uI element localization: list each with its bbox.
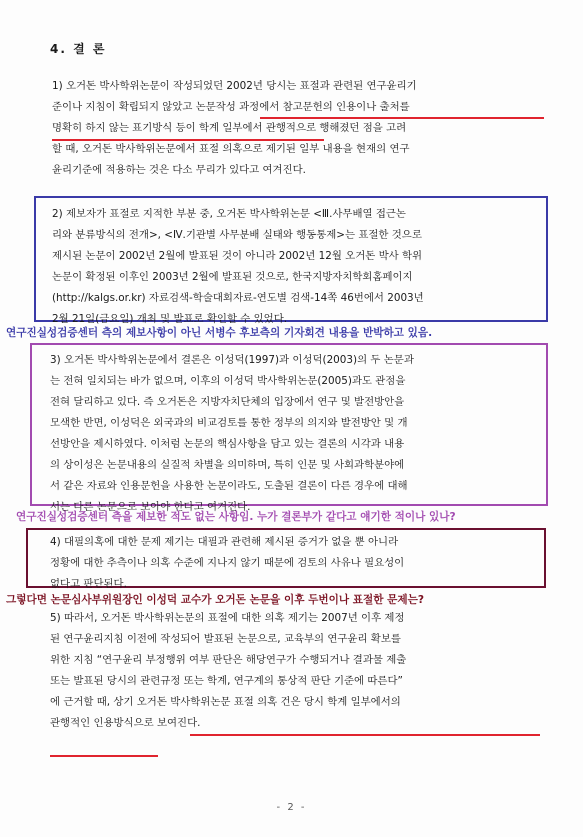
paragraph-3: [50, 350, 540, 518]
text-line: 5) 따라서, 오거돈 박사학위논문의 표절에 대한 의혹 제기는 2007년 이후 제정: [50, 612, 405, 624]
paragraph-1: [52, 76, 540, 181]
text-line: 전혀 달리하고 있다. 즉 오거돈은 지방자치단체의 입장에서 연구 및 발전방안을: [50, 396, 405, 408]
red-underline: [50, 755, 158, 757]
text-line: 없다고 판단된다.: [50, 578, 127, 590]
annotation-red: 그렇다면 논문심사부위원장인 이성덕 교수가 오거돈 논문을 이후 두번이나 표절한 문제는?: [6, 594, 424, 606]
text-line: 서 같은 자료와 인용문헌을 사용한 논문이라도, 도출된 결론이 다른 경우에 대해: [50, 480, 408, 492]
red-underline: [260, 117, 544, 119]
annotation-blue: 연구진실성검증센터 측의 제보사항이 아닌 서병수 후보측의 기자회견 내용을 반박하고 있음.: [6, 327, 433, 339]
text-line: 리와 분류방식의 전개>, <Ⅳ.기관별 사무분배 실태와 행동통제>는 표절한 것으로: [52, 229, 422, 241]
text-line: 3) 오거돈 박사학위논문에서 결론은 이성덕(1997)과 이성덕(2003)의 두 논문과: [50, 354, 414, 366]
paragraph-4: [50, 532, 540, 595]
annotation-purple: 연구진실성검증센터 측을 제보한 적도 없는 사항임. 누가 결론부가 같다고 얘기한 적이나 있나?: [16, 511, 456, 523]
text-line: 논문이 확정된 이후인 2003년 2월에 발표된 것으로, 한국지방자치학회홈페이지: [52, 271, 413, 283]
text-line: 에 근거할 때, 상기 오거돈 박사학위논문 표절 의혹 건은 당시 학계 일부에서의: [50, 696, 401, 708]
red-underline: [190, 734, 540, 736]
text-line: 관행적인 인용방식으로 보여진다.: [50, 717, 201, 729]
text-line: 서는 다른 논문으로 보아야 한다고 여겨진다.: [50, 501, 251, 513]
text-line: 제시된 논문이 2002년 2월에 발표된 것이 아니라 2002년 12월 오거돈 박사 학위: [52, 250, 423, 262]
text-line: 의 상이성은 논문내용의 실질적 차별을 의미하며, 특히 인문 및 사회과학분야에: [50, 459, 405, 471]
paragraph-2: [52, 204, 540, 330]
text-line: 선방안을 제시하였다. 이처럼 논문의 핵심사항을 담고 있는 결론의 시각과 내용: [50, 438, 405, 450]
text-line: 윤리기준에 적용하는 것은 다소 무리가 있다고 여겨진다.: [52, 164, 306, 176]
text-line: 는 전혀 일치되는 바가 없으며, 이후의 이성덕 박사학위논문(2005)과도 관점을: [50, 375, 406, 387]
text-line: 명확히 하지 않는 표기방식 등이 학계 일부에서 관행적으로 행해졌던 점을 고려: [52, 122, 407, 134]
text-line: 할 때, 오거돈 박사학위논문에서 표절 의혹으로 제기된 일부 내용을 현재의 연구: [52, 143, 410, 155]
text-line: 2) 제보자가 표절로 지적한 부분 중, 오거돈 박사학위논문 <Ⅲ.사무배열 접근논: [52, 208, 406, 220]
text-line: 정황에 대한 추측이나 의혹 수준에 지나지 않기 때문에 검토의 사유나 필요성이: [50, 557, 405, 569]
text-line: (http://kalgs.or.kr) 자료검색-학술대회자료-연도별 검색-14쪽 46번에서 2003년: [52, 292, 424, 304]
text-line: 된 연구윤리지침 이전에 작성되어 발표된 논문으로, 교육부의 연구윤리 확보를: [50, 633, 401, 645]
text-line: 2월 21일(금요일) 개최 및 발표로 확인할 수 있었다.: [52, 313, 288, 325]
paragraph-5: [50, 608, 542, 734]
section-heading: 4. 결 론: [50, 42, 107, 56]
page-number: - 2 -: [276, 802, 307, 813]
text-line: 준이나 지침이 확립되지 않았고 논문작성 과정에서 참고문헌의 인용이나 출처를: [52, 101, 410, 113]
red-underline: [52, 139, 324, 141]
text-line: 위한 지침 “연구윤리 부정행위 여부 판단은 해당연구가 수행되거나 결과물 제출: [50, 654, 407, 666]
text-line: 또는 발표된 당시의 관련규정 또는 학계, 연구계의 통상적 판단 기준에 따른다”: [50, 675, 403, 687]
text-line: 모색한 반면, 이성덕은 외국과의 비교검토를 통한 정부의 의지와 발전방안 및 개: [50, 417, 408, 429]
text-line: 4) 대필의혹에 대한 문제 제기는 대필과 관련해 제시된 증거가 없을 뿐 아니라: [50, 536, 399, 548]
text-line: 1) 오거돈 박사학위논문이 작성되었던 2002년 당시는 표절과 관련된 연구윤리기: [52, 80, 417, 92]
